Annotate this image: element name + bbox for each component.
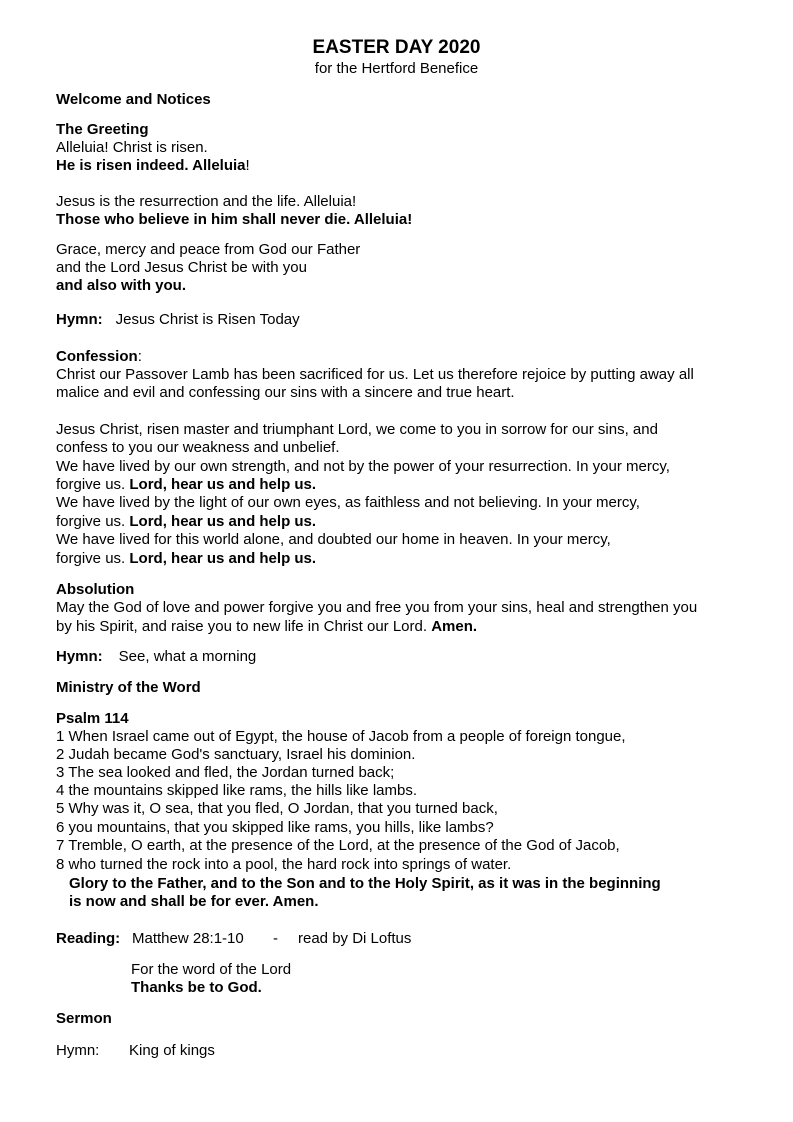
psalm-verse: 3 The sea looked and fled, the Jordan turned back; (56, 764, 395, 781)
hymn-title: Jesus Christ is Risen Today (115, 311, 300, 328)
confession-line (56, 476, 316, 494)
confession-line (56, 513, 316, 531)
confession-response: Lord, hear us and help us. (129, 513, 317, 530)
hymn-line (56, 311, 300, 329)
confession-response: Lord, hear us and help us. (129, 550, 317, 567)
reading-response: For the word of the Lord (131, 961, 292, 978)
psalm-gloria: Glory to the Father, and to the Son and to the Holy Spirit, as it was in the beginning (69, 875, 661, 892)
greeting-response: and also with you. (56, 277, 187, 294)
confession-text: forgive us. (56, 476, 130, 493)
page-subtitle: for the Hertford Benefice (314, 60, 479, 77)
confession-text: forgive us. (56, 550, 130, 567)
hymn-line (56, 648, 256, 666)
greeting-heading: The Greeting (56, 121, 149, 138)
greeting-line: Grace, mercy and peace from God our Father (56, 241, 361, 258)
ministry-heading: Ministry of the Word (56, 679, 201, 696)
confession-line: Jesus Christ, risen master and triumphant Lord, we come to you in sorrow for our sins, and (56, 421, 658, 438)
hymn-label: Hymn: (56, 1042, 100, 1059)
reading-response: Thanks be to God. (131, 979, 262, 996)
reading-passage: Matthew 28:1-10 (132, 930, 244, 947)
reading-reader: read by Di Loftus (298, 930, 412, 947)
absolution-line (56, 618, 477, 636)
absolution-text: by his Spirit, and raise you to new life in Christ our Lord. (56, 618, 432, 635)
welcome-heading: Welcome and Notices (56, 91, 211, 108)
greeting-line: Jesus is the resurrection and the life. Alleluia! (56, 193, 357, 210)
hymn-title: See, what a morning (118, 648, 257, 665)
greeting-line: and the Lord Jesus Christ be with you (56, 259, 307, 276)
psalm-verse: 4 the mountains skipped like rams, the hills like lambs. (56, 782, 417, 799)
hymn-title: King of kings (129, 1042, 215, 1059)
reading-label-text: Reading: (56, 930, 121, 947)
confession-line: We have lived by our own strength, and not by the power of your resurrection. In your mercy, (56, 458, 670, 475)
psalm-verse: 1 When Israel came out of Egypt, the house of Jacob from a people of foreign tongue, (56, 728, 626, 745)
absolution-heading: Absolution (56, 581, 135, 598)
confession-response: Lord, hear us and help us. (129, 476, 317, 493)
confession-line: confess to you our weakness and unbelief. (56, 439, 340, 456)
psalm-heading: Psalm 114 (56, 710, 129, 727)
confession-text: forgive us. (56, 513, 130, 530)
greeting-response (56, 157, 250, 175)
reading-dash: - (273, 930, 278, 947)
confession-line: We have lived for this world alone, and doubted our home in heaven. In your mercy, (56, 531, 611, 548)
psalm-verse: 5 Why was it, O sea, that you fled, O Jordan, that you turned back, (56, 800, 498, 817)
greeting-response: Those who believe in him shall never die. Alleluia! (56, 211, 413, 228)
reading-label (56, 930, 120, 948)
confession-line: malice and evil and confessing our sins with a sincere and true heart. (56, 384, 515, 401)
confession-line: We have lived by the light of our own eyes, as faithless and not believing. In your mercy, (56, 494, 640, 511)
psalm-gloria: is now and shall be for ever. Amen. (69, 893, 319, 910)
psalm-verse: 6 you mountains, that you skipped like rams, you hills, like lambs? (56, 819, 494, 836)
hymn-label: Hymn: (56, 311, 103, 328)
psalm-verse: 7 Tremble, O earth, at the presence of the Lord, at the presence of the God of Jacob, (56, 837, 620, 854)
sermon-heading: Sermon (56, 1010, 112, 1027)
confession-heading-text: Confession (56, 348, 138, 365)
greeting-line: Alleluia! Christ is risen. (56, 139, 208, 156)
hymn-label: Hymn: (56, 648, 103, 665)
absolution-amen: Amen. (431, 618, 478, 635)
confession-line: Christ our Passover Lamb has been sacrificed for us. Let us therefore rejoice by putting away all (56, 366, 694, 383)
psalm-verse: 8 who turned the rock into a pool, the hard rock into springs of water. (56, 856, 512, 873)
confession-heading (56, 348, 142, 366)
confession-line (56, 550, 316, 568)
absolution-line: May the God of love and power forgive you and free you from your sins, heal and strengthen you (56, 599, 698, 616)
psalm-verse: 2 Judah became God's sanctuary, Israel his dominion. (56, 746, 416, 763)
greeting-response-end: ! (245, 157, 250, 174)
confession-colon: : (137, 348, 142, 365)
greeting-response-bold: He is risen indeed. Alleluia (56, 157, 246, 174)
page-title: EASTER DAY 2020 (312, 37, 481, 58)
